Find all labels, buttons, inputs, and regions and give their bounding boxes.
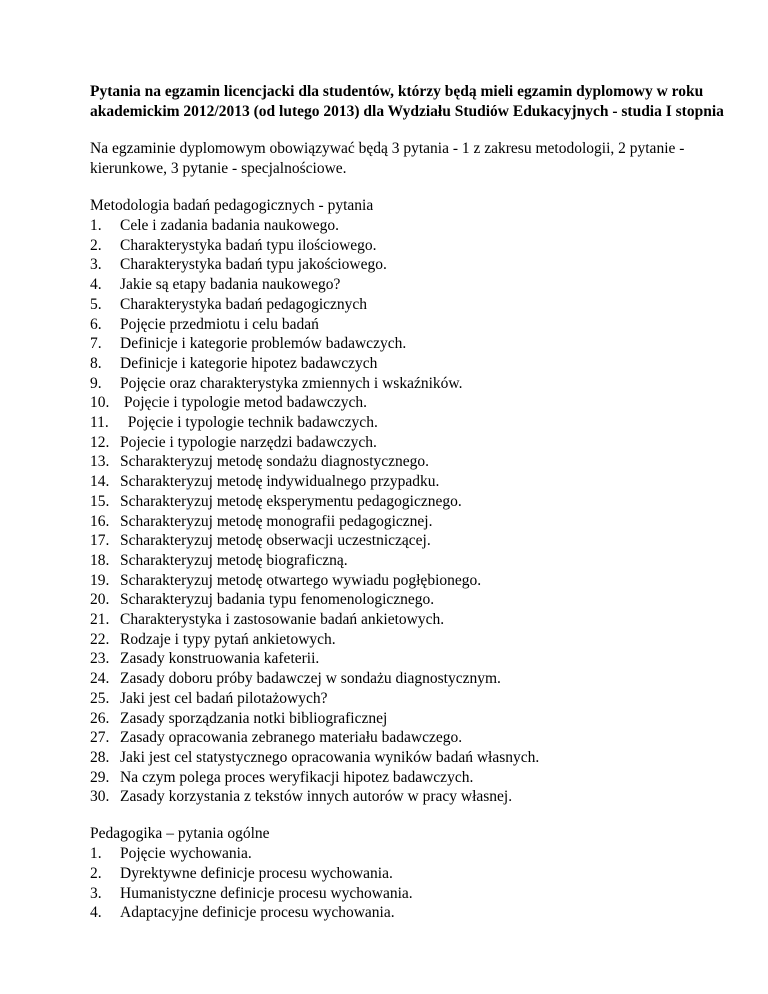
item-text: Rodzaje i typy pytań ankietowych. bbox=[120, 630, 336, 648]
section-methodology bbox=[90, 196, 728, 807]
list-item bbox=[90, 709, 728, 729]
item-number: 5. bbox=[90, 295, 102, 313]
item-number: 27. bbox=[90, 729, 110, 747]
list-item bbox=[90, 315, 728, 335]
item-number: 30. bbox=[90, 788, 110, 806]
list-item bbox=[90, 295, 728, 315]
question-list bbox=[90, 844, 728, 923]
item-text: Zasady doboru próby badawczej w sondażu diagnostycznym. bbox=[120, 670, 501, 688]
list-item bbox=[90, 275, 728, 295]
list-item bbox=[90, 236, 728, 256]
item-text: Definicje i kategorie problemów badawczych. bbox=[120, 335, 407, 353]
item-text: Zasady konstruowania kafeterii. bbox=[120, 650, 320, 668]
item-number: 9. bbox=[90, 374, 102, 392]
item-text: Pojęcie wychowania. bbox=[120, 845, 252, 863]
intro-paragraph: Na egzaminie dyplomowym obowiązywać będą 3 pytania - 1 z zakresu metodologii, 2 pytanie - kierunkowe, 3 pytanie - specjalnościowe. bbox=[90, 140, 685, 177]
item-text: Scharakteryzuj metodę monografii pedagogicznej. bbox=[120, 512, 433, 530]
item-number: 25. bbox=[90, 689, 110, 707]
list-item bbox=[90, 590, 728, 610]
list-item bbox=[90, 255, 728, 275]
item-text: Scharakteryzuj metodę otwartego wywiadu pogłębionego. bbox=[120, 571, 482, 589]
item-number: 4. bbox=[90, 276, 102, 294]
item-text: Scharakteryzuj metodę obserwacji uczestniczącej. bbox=[120, 532, 431, 550]
item-number: 2. bbox=[90, 236, 102, 254]
list-item bbox=[90, 669, 728, 689]
list-item bbox=[90, 492, 728, 512]
item-text: Zasady korzystania z tekstów innych autorów w pracy własnej. bbox=[120, 788, 513, 806]
list-item bbox=[90, 531, 728, 551]
list-item bbox=[90, 354, 728, 374]
list-item bbox=[90, 768, 728, 788]
item-text: Jaki jest cel badań pilotażowych? bbox=[120, 689, 328, 707]
item-text: Dyrektywne definicje procesu wychowania. bbox=[120, 864, 393, 882]
list-item bbox=[90, 571, 728, 591]
item-text: Zasady sporządzania notki bibliograficznej bbox=[120, 709, 388, 727]
item-number: 21. bbox=[90, 611, 110, 629]
list-item bbox=[90, 630, 728, 650]
item-number: 23. bbox=[90, 650, 110, 668]
item-text: Pojęcie i typologie technik badawczych. bbox=[120, 414, 378, 432]
list-item bbox=[90, 374, 728, 394]
item-text: Cele i zadania badania naukowego. bbox=[120, 217, 340, 234]
list-item bbox=[90, 334, 728, 354]
item-number: 26. bbox=[90, 709, 110, 727]
item-text: Charakterystyka badań pedagogicznych bbox=[120, 295, 368, 313]
item-number: 8. bbox=[90, 354, 102, 372]
item-number: 22. bbox=[90, 630, 110, 648]
item-number: 2. bbox=[90, 864, 102, 882]
list-item bbox=[90, 433, 728, 453]
item-text: Scharakteryzuj metodę sondażu diagnostycznego. bbox=[120, 453, 430, 471]
list-item bbox=[90, 452, 728, 472]
item-number: 24. bbox=[90, 670, 110, 688]
item-number: 28. bbox=[90, 748, 110, 766]
list-item bbox=[90, 649, 728, 669]
list-item bbox=[90, 610, 728, 630]
list-item bbox=[90, 512, 728, 532]
item-number: 18. bbox=[90, 551, 110, 569]
item-text: Scharakteryzuj metodę indywidualnego przypadku. bbox=[120, 473, 440, 491]
section-title: Pedagogika – pytania ogólne bbox=[90, 825, 270, 843]
item-text: Charakterystyka i zastosowanie badań ankietowych. bbox=[120, 611, 445, 629]
list-item bbox=[90, 884, 728, 904]
item-text: Charakterystyka badań typu ilościowego. bbox=[120, 236, 377, 254]
item-text: Scharakteryzuj badania typu fenomenologicznego. bbox=[120, 591, 435, 609]
list-item bbox=[90, 728, 728, 748]
item-number: 11. bbox=[90, 414, 109, 432]
item-text: Pojęcie i typologie metod badawczych. bbox=[120, 394, 368, 412]
item-number: 12. bbox=[90, 433, 110, 451]
document-title: Pytania na egzamin licencjacki dla studentów, którzy będą mieli egzamin dyplomowy w roku akademickim 2012/2013 (od lutego 2013) dla Wydziału Studiów Edukacyjnych - studia I stopnia bbox=[90, 83, 724, 120]
item-text: Humanistyczne definicje procesu wychowania. bbox=[120, 884, 413, 902]
item-number: 7. bbox=[90, 335, 102, 353]
list-item bbox=[90, 472, 728, 492]
item-text: Definicje i kategorie hipotez badawczych bbox=[120, 354, 378, 372]
item-number: 4. bbox=[90, 904, 102, 922]
section-pedagogy-general bbox=[90, 824, 728, 923]
list-item bbox=[90, 393, 728, 413]
item-number: 19. bbox=[90, 571, 110, 589]
item-number: 13. bbox=[90, 453, 110, 471]
item-number: 1. bbox=[90, 845, 102, 863]
list-item bbox=[90, 551, 728, 571]
item-number: 3. bbox=[90, 256, 102, 274]
list-item bbox=[90, 413, 728, 433]
item-number: 15. bbox=[90, 492, 110, 510]
list-item bbox=[90, 689, 728, 709]
item-text: Zasady opracowania zebranego materiału badawczego. bbox=[120, 729, 463, 747]
item-text: Pojęcie oraz charakterystyka zmiennych i wskaźników. bbox=[120, 374, 463, 392]
item-number: 17. bbox=[90, 532, 110, 550]
item-text: Adaptacyjne definicje procesu wychowania. bbox=[120, 904, 395, 922]
item-text: Scharakteryzuj metodę biograficzną. bbox=[120, 551, 348, 569]
item-number: 3. bbox=[90, 884, 102, 902]
item-number: 6. bbox=[90, 315, 102, 333]
list-item bbox=[90, 787, 728, 807]
item-text: Jaki jest cel statystycznego opracowania wyników badań własnych. bbox=[120, 748, 540, 766]
item-text: Na czym polega proces weryfikacji hipotez badawczych. bbox=[120, 768, 474, 786]
item-number: 29. bbox=[90, 768, 110, 786]
list-item bbox=[90, 844, 728, 864]
list-item bbox=[90, 864, 728, 884]
item-text: Jakie są etapy badania naukowego? bbox=[120, 276, 341, 294]
item-text: Charakterystyka badań typu jakościowego. bbox=[120, 256, 387, 274]
item-text: Scharakteryzuj metodę eksperymentu pedagogicznego. bbox=[120, 492, 462, 510]
item-number: 16. bbox=[90, 512, 110, 530]
list-item bbox=[90, 903, 728, 923]
item-number: 1. bbox=[90, 217, 102, 234]
list-item bbox=[90, 216, 728, 236]
item-number: 10. bbox=[90, 394, 110, 412]
item-text: Pojecie i typologie narzędzi badawczych. bbox=[120, 433, 377, 451]
section-title: Metodologia badań pedagogicznych - pytania bbox=[90, 197, 374, 214]
item-number: 20. bbox=[90, 591, 110, 609]
question-list bbox=[90, 216, 728, 807]
list-item bbox=[90, 748, 728, 768]
item-number: 14. bbox=[90, 473, 110, 491]
item-text: Pojęcie przedmiotu i celu badań bbox=[120, 315, 319, 333]
